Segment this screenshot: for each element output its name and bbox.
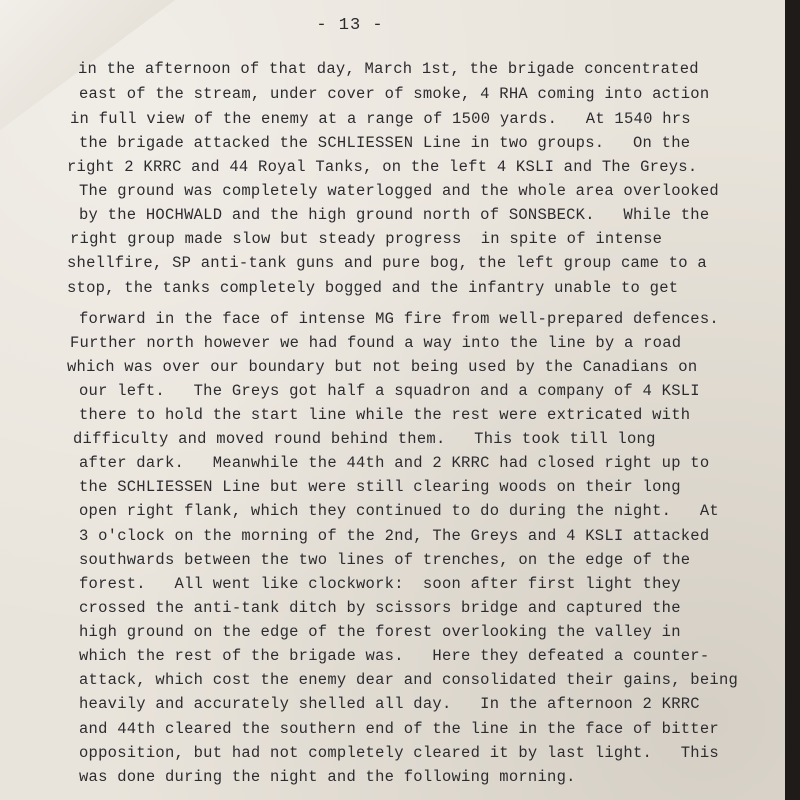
text-line: right 2 KRRC and 44 Royal Tanks, on the left 4 KSLI and The Greys. [67, 158, 698, 176]
text-line: forest. All went like clockwork: soon after first light they [79, 575, 681, 593]
text-line: the brigade attacked the SCHLIESSEN Line in two groups. On the [79, 134, 691, 152]
text-line: in the afternoon of that day, March 1st, the brigade concentrated [78, 60, 699, 78]
text-line: by the HOCHWALD and the high ground north of SONSBECK. While the [79, 206, 710, 224]
text-line: crossed the anti-tank ditch by scissors bridge and captured the [79, 599, 681, 617]
text-line: there to hold the start line while the rest were extricated with [79, 406, 691, 424]
text-line: The ground was completely waterlogged and the whole area overlooked [79, 182, 719, 200]
text-line: which was over our boundary but not being used by the Canadians on [67, 358, 698, 376]
text-line: southwards between the two lines of trenches, on the edge of the [79, 551, 691, 569]
text-line: was done during the night and the following morning. [79, 768, 576, 786]
text-line: forward in the face of intense MG fire from well-prepared defences. [79, 310, 719, 328]
page-number: - 13 - [316, 16, 384, 35]
text-line: east of the stream, under cover of smoke, 4 RHA coming into action [79, 85, 710, 103]
text-line: shellfire, SP anti-tank guns and pure bog, the left group came to a [67, 254, 707, 272]
text-line: attack, which cost the enemy dear and consolidated their gains, being [79, 671, 739, 689]
text-line: right group made slow but steady progress in spite of intense [70, 230, 663, 248]
text-line: stop, the tanks completely bogged and the infantry unable to get [67, 279, 679, 297]
text-line: opposition, but had not completely cleared it by last light. This [79, 744, 719, 762]
text-line: Further north however we had found a way into the line by a road [70, 334, 682, 352]
text-line: high ground on the edge of the forest overlooking the valley in [79, 623, 681, 641]
text-line: our left. The Greys got half a squadron and a company of 4 KSLI [79, 382, 700, 400]
text-line: heavily and accurately shelled all day. In the afternoon 2 KRRC [79, 695, 700, 713]
text-line: which the rest of the brigade was. Here they defeated a counter- [79, 647, 710, 665]
text-line: difficulty and moved round behind them. This took till long [73, 430, 656, 448]
dark-background-edge [785, 0, 800, 800]
text-line: 3 o'clock on the morning of the 2nd, The Greys and 4 KSLI attacked [79, 527, 710, 545]
text-line: open right flank, which they continued to do during the night. At [79, 502, 719, 520]
text-line: after dark. Meanwhile the 44th and 2 KRRC had closed right up to [79, 454, 710, 472]
text-line: and 44th cleared the southern end of the line in the face of bitter [79, 720, 719, 738]
text-line: in full view of the enemy at a range of 1500 yards. At 1540 hrs [70, 110, 691, 128]
text-line: the SCHLIESSEN Line but were still clearing woods on their long [79, 478, 681, 496]
